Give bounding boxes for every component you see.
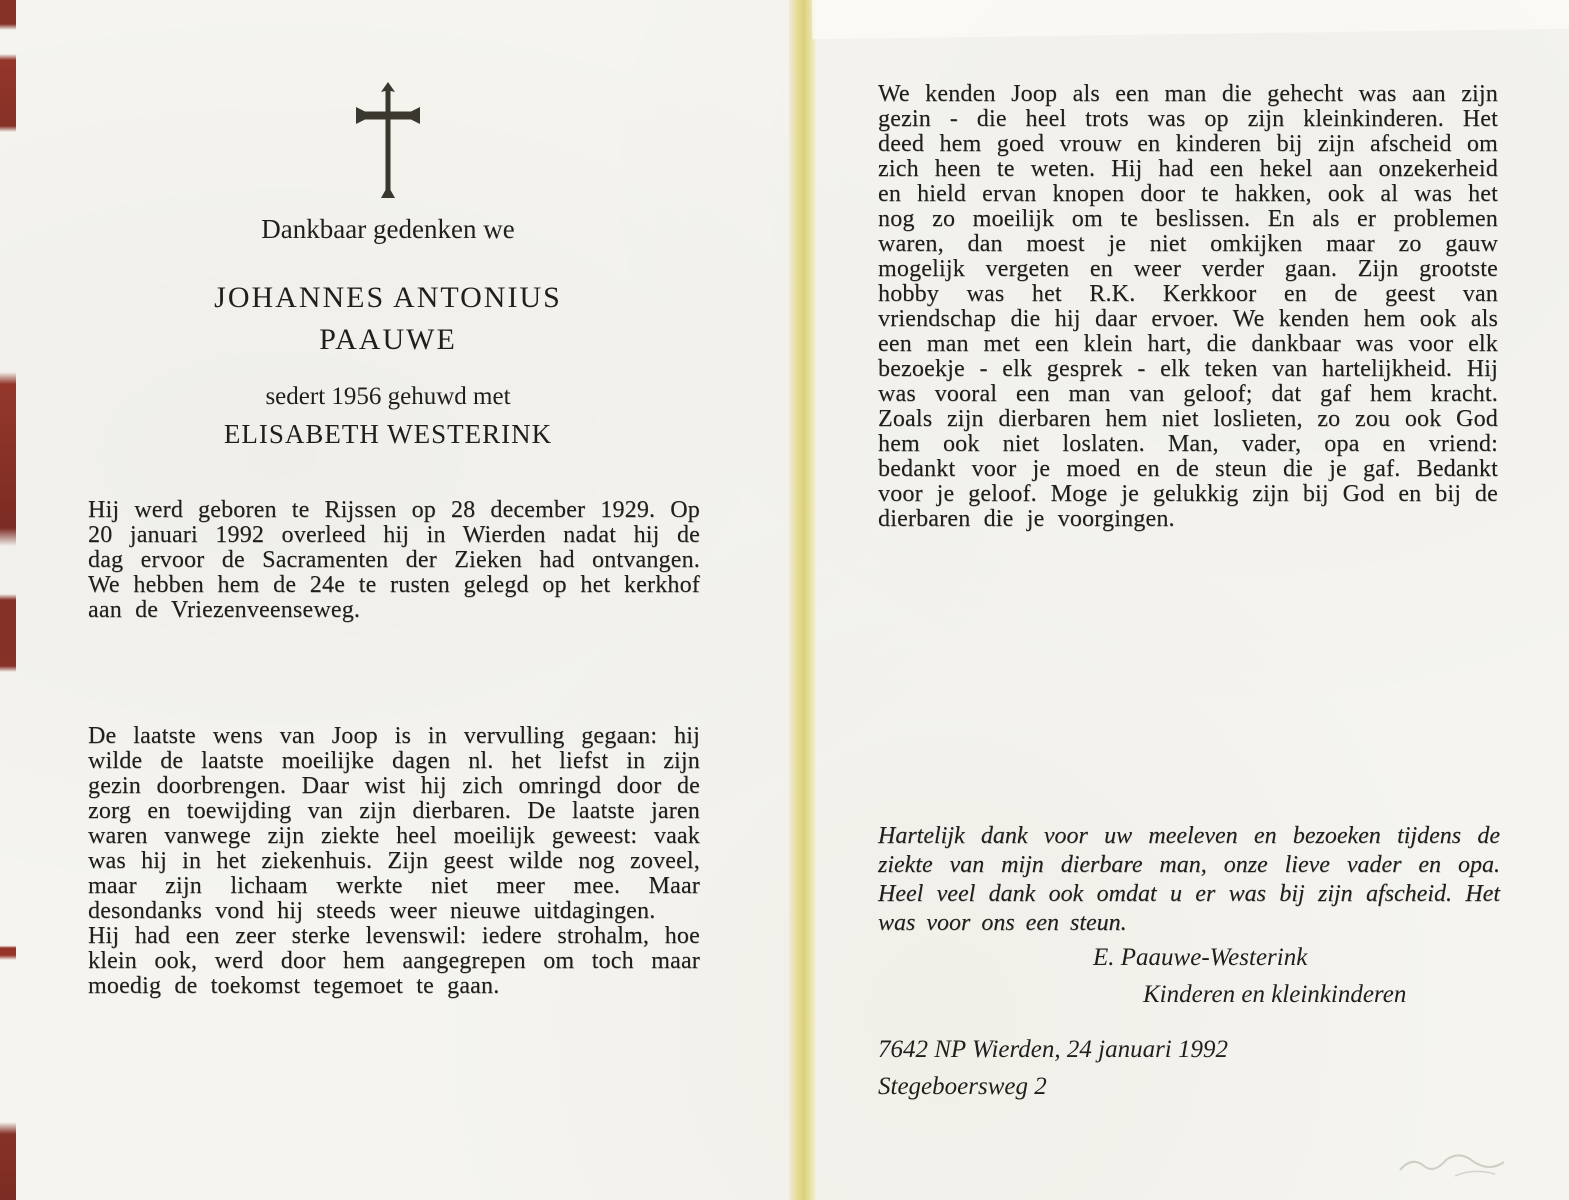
cross-icon [85,82,691,200]
signature-family: Kinderen en kleinkinderen [1143,981,1407,1008]
page-fold-band [789,0,816,1200]
deceased-name-line1: JOHANNES ANTONIUS [214,281,562,314]
left-page-header [85,82,691,450]
signature-name: E. Paauwe-Westerink [1093,944,1308,971]
marriage-line: sedert 1956 gehuwd met [265,383,511,410]
intro-line: Dankbaar gedenken we [261,214,515,244]
address-street: Stegeboersweg 2 [878,1073,1047,1100]
last-wish-paragraph: De laatste wens van Joop is in vervulling gegaan: hij wilde de laatste moeilijke dagen nl. het liefst in zijn gezin doorbrengen. Daar wist hij zich omringd door de zorg en toewijding van zijn dierbaren. De laatste jaren waren vanwege zijn ziekte heel moeilijk geweest: vaak was hij in het ziekenhuis. Zijn geest wilde nog zoveel, maar zijn lichaam werkte niet meer mee. Maar desondanks vond hij steeds weer nieuwe uitdagingen. [88,723,700,924]
page-top-edge [812,0,1569,39]
biography-paragraph: Hij werd geboren te Rijssen op 28 december 1929. Op 20 januari 1992 overleed hij in Wierden nadat hij de dag ervoor de Sacramenten der Zieken had ontvangen. We hebben hem de 24e te rusten gelegd op het kerkhof aan de Vriezenveenseweg. [88,497,700,623]
address-city-date: 7642 NP Wierden, 24 januari 1992 [878,1036,1228,1063]
spouse-name: ELISABETH WESTERINK [223,419,553,449]
acknowledgement-paragraph: Hartelijk dank voor uw meeleven en bezoeken tijdens de ziekte van mijn dierbare man, onze lieve vader en opa. Heel veel dank ook omdat u er was bij zijn afscheid. Het was voor ons een steun. [878,823,1500,936]
scan-edge-artifact [0,0,16,1200]
pencil-scribble [1395,1140,1525,1180]
willpower-paragraph: Hij had een zeer sterke levenswil: iedere strohalm, hoe klein ook, werd door hem aangegrepen om toch maar moedig de toekomst tegemoet te gaan. [88,923,700,999]
deceased-name-line2: PAAUWE [319,323,457,356]
remembrance-paragraph: We kenden Joop als een man die gehecht was aan zijn gezin - die heel trots was op zijn kleinkinderen. Het deed hem goed vrouw en kinderen bij zijn afscheid om zich heen te weten. Hij had een hekel aan onzekerheid en hield ervan knopen door te hakken, ook al was het nog zo moeilijk om te beslissen. En als er problemen waren, dan moest je niet omkijken maar zo gauw mogelijk vergeten en weer verder gaan. Zijn grootste hobby was het R.K. Kerkkoor en de geest van vriendschap die hij daar ervoer. We kenden hem ook als een man met een klein hart, die dankbaar was voor elk bezoekje - elk gesprek - elk teken van hartelijkheid. Hij was vooral een man van geloof; dat gaf hem kracht. Zoals zijn dierbaren hem niet loslieten, zo zou ook God hem ook niet loslaten. Man, vader, opa en vriend: bedankt voor je moed en de steun die je gaf. Bedankt voor je geloof. Moge je gelukkig zijn bij God en bij de dierbaren die je voorgingen. [878,81,1498,532]
last-wish-block [88,724,700,999]
